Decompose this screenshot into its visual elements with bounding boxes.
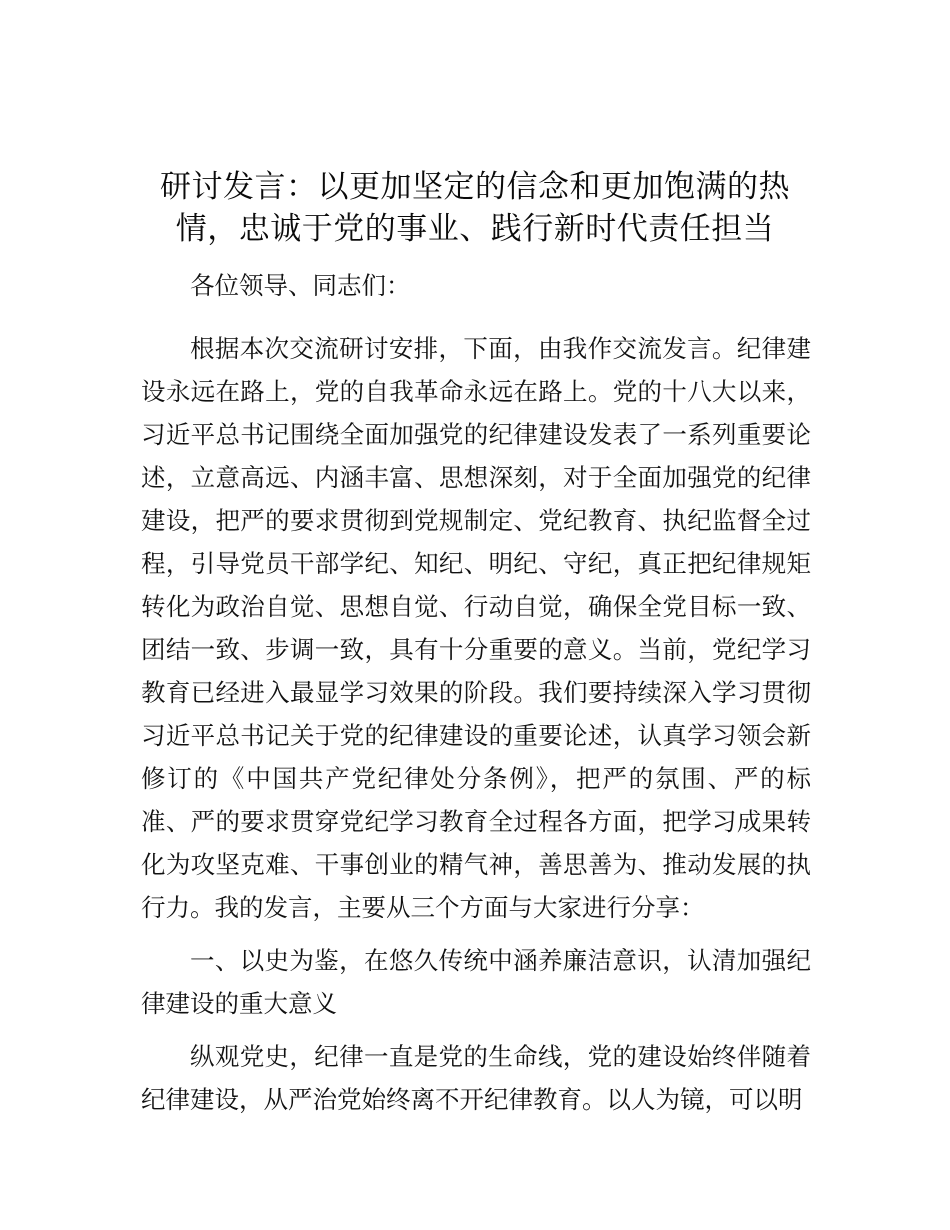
salutation: 各位领导、同志们： bbox=[190, 271, 411, 300]
section-heading-1: 一、以史为鉴，在悠久传统中涵养廉洁意识，认清加强纪律建设的重大意义 bbox=[141, 946, 811, 1018]
document-title: 研讨发言：以更加坚定的信念和更加饱满的热情，忠诚于党的事业、践行新时代责任担当 bbox=[160, 169, 790, 247]
paragraph-intro: 根据本次交流研讨安排，下面，由我作交流发言。纪律建设永远在路上，党的自我革命永远在路上。党的十八大以来，习近平总书记围绕全面加强党的纪律建设发表了一系列重要论述，立意高远、内涵丰富、思想深刻，对于全面加强党的纪律建设，把严的要求贯彻到党规制定、党纪教育、执纪监督全过程，引导党员干部学纪、知纪、明纪、守纪，真正把纪律规矩转化为政治自觉、思想自觉、行动自觉，确保全党目标一致、团结一致、步调一致，具有十分重要的意义。当前，党纪学习教育已经进入最显学习效果的阶段。我们要持续深入学习贯彻习近平总书记关于党的纪律建设的重要论述，认真学习领会新修订的《中国共产党纪律处分条例》，把严的氛围、严的标准、严的要求贯穿党纪学习教育全过程各方面，把学习成果转化为攻坚克难、干事创业的精气神，善思善为、推动发展的执行力。我的发言，主要从三个方面与大家进行分享： bbox=[141, 334, 811, 922]
document-body bbox=[141, 264, 811, 1131]
paragraph-section-1: 纵观党史，纪律一直是党的生命线，党的建设始终伴随着纪律建设，从严治党始终离不开纪律教育。以人为镜，可以明 bbox=[141, 1042, 811, 1114]
